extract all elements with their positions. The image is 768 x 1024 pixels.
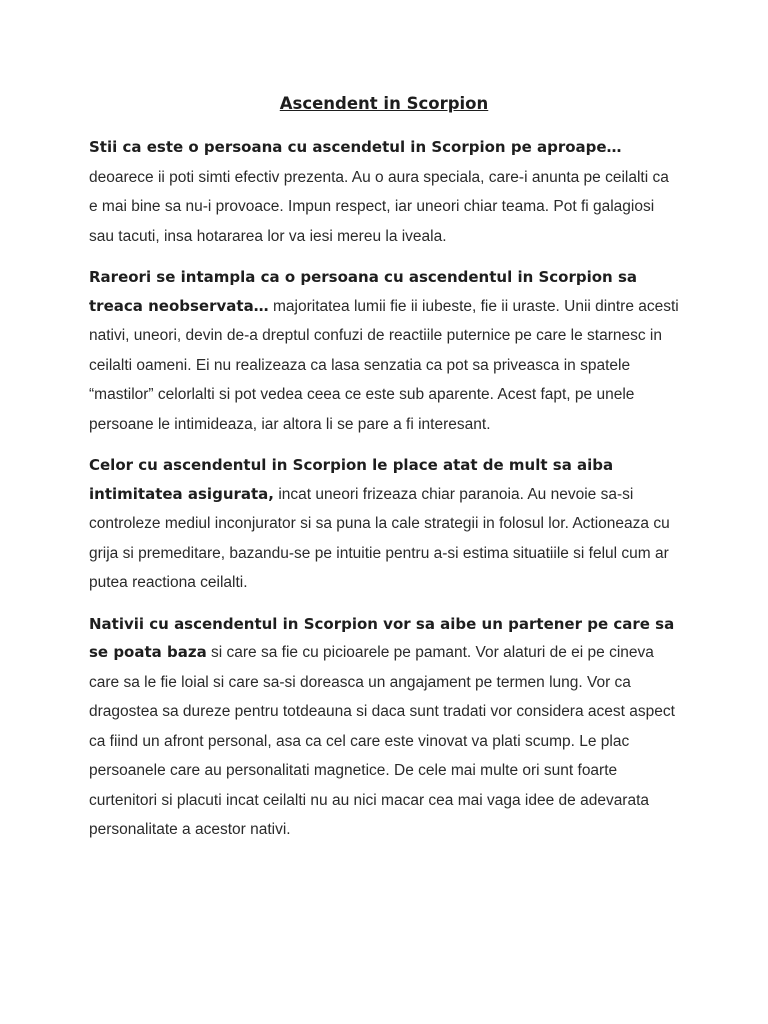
- paragraph-1-text: deoarece ii poti simti efectiv prezenta. Au o aura speciala, care-i anunta pe ceilalti ca e mai bine sa nu-i provoace. Impun respect, iar uneori chiar teama. Pot fi galagiosi sau tacuti, insa hotararea lor va iesi mereu la iveala.: [89, 168, 669, 245]
- paragraph-2: [89, 263, 679, 439]
- paragraph-2-lead: Rareori se intampla ca o persoana cu ascendentul in Scorpion sa treaca neobservata…: [89, 268, 638, 315]
- paragraph-2-text: majoritatea lumii fie ii iubeste, fie ii uraste. Unii dintre acesti nativi, uneori, devin de-a dreptul confuzi de reactiile puternice pe care le starnesc in ceilalti oameni. Ei nu realizeaza ca lasa senzatia ca pot sa priveasca in spatele “mastilor” celorlalti si pot vedea ceea ce este sub aparente. Acest fapt, pe unele persoane le intimideaza, iar altora li se pare a fi interesant.: [89, 297, 679, 433]
- document-page: [89, 90, 679, 857]
- paragraph-4-lead: Nativii cu ascendentul in Scorpion vor sa aibe un partener pe care sa se poata baza: [89, 614, 675, 661]
- paragraph-3-lead: Celor cu ascendentul in Scorpion le place atat de mult sa aiba intimitatea asigurata,: [89, 456, 614, 503]
- paragraph-1: [89, 133, 679, 251]
- document-title: Ascendent in Scorpion: [279, 94, 489, 113]
- paragraph-1-lead: Stii ca este o persoana cu ascendetul in Scorpion pe aproape…: [89, 138, 622, 156]
- paragraph-4-text: si care sa fie cu picioarele pe pamant. Vor alaturi de ei pe cineva care sa le fie loial si care sa-si doreasca un angajament pe termen lung. Vor ca dragostea sa dureze pentru totdeauna si daca sunt tradati vor considera acest aspect ca fiind un afront personal, asa ca cel care este vinovat va plati scump. Le plac persoanele care au personalitati magnetice. De cele mai multe ori sunt foarte curtenitori si placuti incat ceilalti nu au nici macar cea mai vaga idee de adevarata personalitate a acestor nativi.: [89, 644, 675, 838]
- paragraph-4: [89, 610, 679, 845]
- paragraph-3-text: incat uneori frizeaza chiar paranoia. Au nevoie sa-si controleze mediul inconjurator si sa puna la cale strategii in folosul lor. Actioneaza cu grija si premeditare, bazandu-se pe intuitie pentru a-si estima situatiile si felul cum ar putea reactiona ceilalti.: [89, 485, 670, 591]
- paragraph-3: [89, 451, 679, 598]
